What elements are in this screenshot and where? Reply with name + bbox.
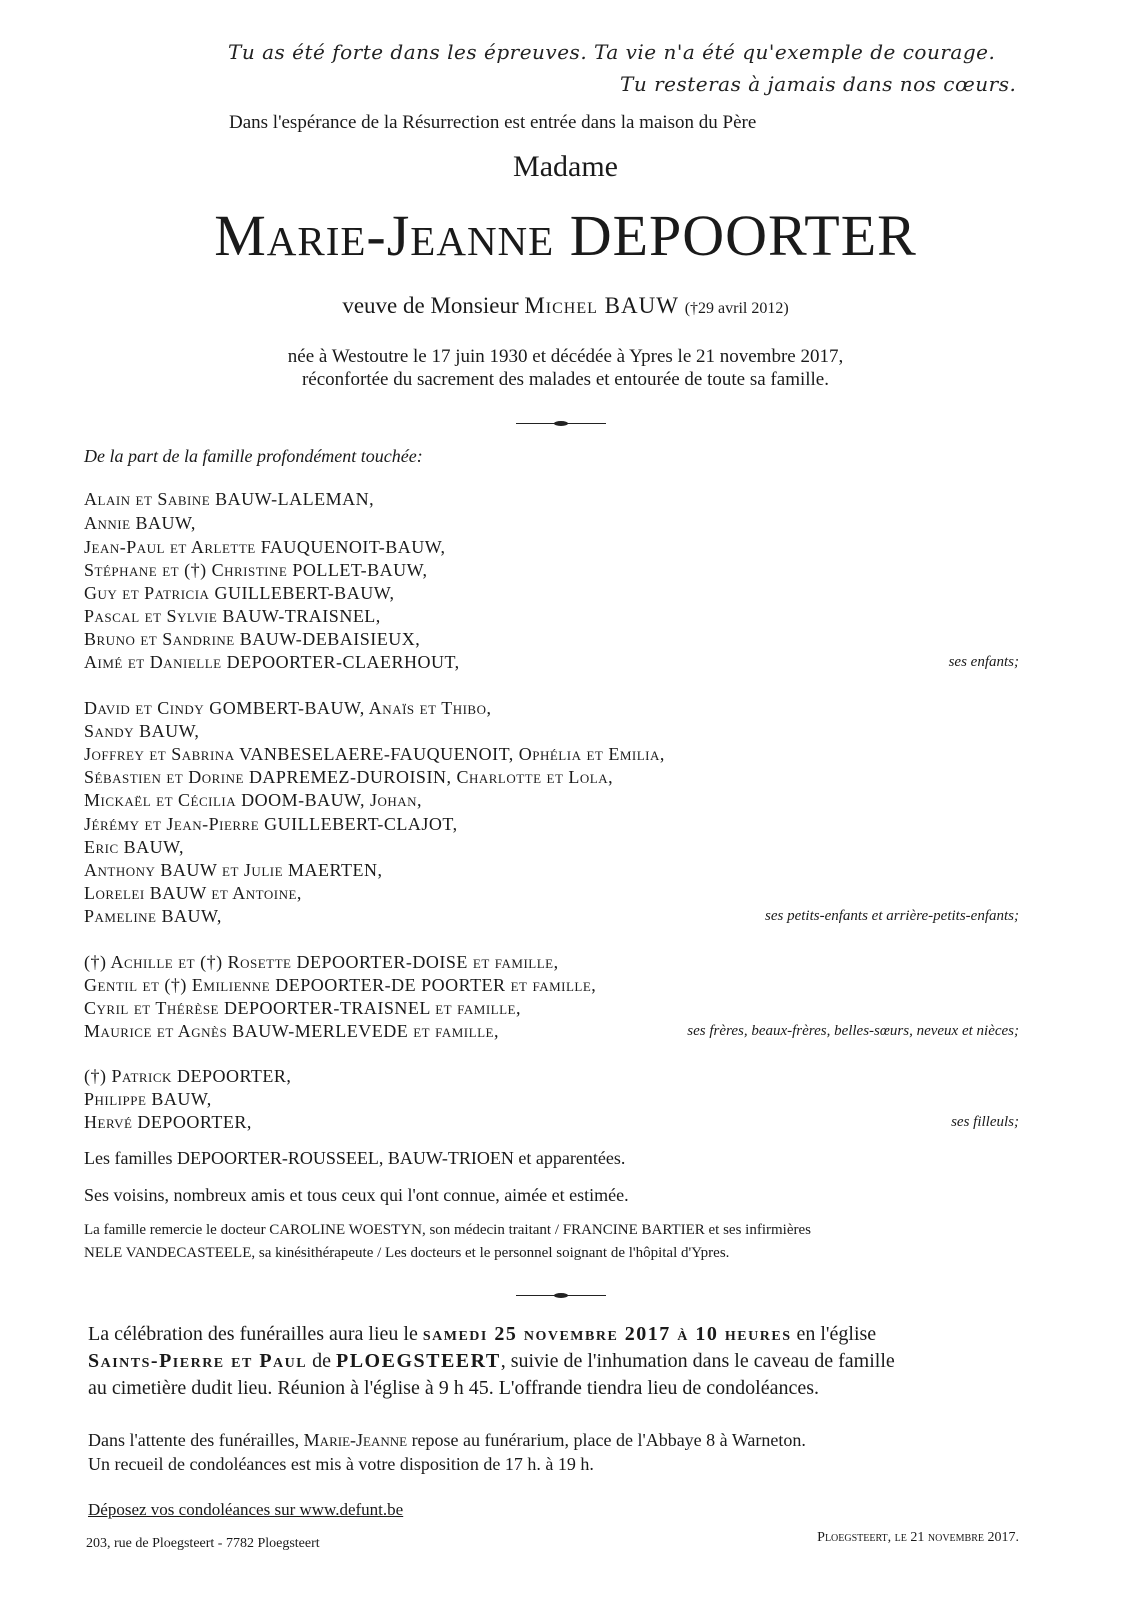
families-text: Les familles DEPOORTER-ROUSSEEL, BAUW-TRIOEN et apparentées. bbox=[84, 1148, 626, 1168]
list-item: Aimé et Danielle DEPOORTER-CLAERHOUT, bbox=[84, 652, 460, 672]
funeral-line-2 bbox=[88, 1348, 895, 1375]
funeral-text-3: de bbox=[307, 1350, 336, 1372]
list-item: Gentil et (†) Emilienne DEPOORTER-DE POORTER et famille, bbox=[84, 975, 597, 995]
widow-prefix: veuve de Monsieur bbox=[342, 293, 519, 318]
list-item: Bruno et Sandrine BAUW-DEBAISIEUX, bbox=[84, 629, 421, 649]
intro-text: Dans l'espérance de la Résurrection est entrée dans la maison du Père bbox=[229, 112, 757, 133]
widow-name: Michel BAUW bbox=[524, 293, 679, 318]
deceased-last-name: DEPOORTER bbox=[569, 203, 917, 268]
deceased-first-name: Marie-Jeanne bbox=[214, 203, 555, 268]
list-item: Pameline BAUW, bbox=[84, 906, 222, 926]
funeral-line-1 bbox=[88, 1321, 876, 1348]
condolences-link[interactable]: Déposez vos condoléances sur www.defunt.be bbox=[88, 1500, 404, 1519]
funeral-town: PLOEGSTEERT bbox=[335, 1350, 501, 1372]
relation-godchildren: ses filleuls; bbox=[951, 1114, 1019, 1130]
list-item: Joffrey et Sabrina VANBESELAERE-FAUQUENOIT, Ophélia et Emilia, bbox=[84, 744, 665, 764]
list-item: (†) Achille et (†) Rosette DEPOORTER-DOISE et famille, bbox=[84, 952, 559, 972]
family-intro: De la part de la famille profondément touchée: bbox=[84, 446, 423, 466]
title-madame: Madame bbox=[513, 150, 618, 183]
list-item: Hervé DEPOORTER, bbox=[84, 1112, 252, 1132]
funeral-church: Saints-Pierre et Paul bbox=[88, 1350, 308, 1372]
list-item: Pascal et Sylvie BAUW-TRAISNEL, bbox=[84, 606, 381, 626]
thanks-line-1: La famille remercie le docteur CAROLINE WOESTYN, son médecin traitant / FRANCINE BARTIER et ses infirmières bbox=[84, 1222, 811, 1238]
list-item: Maurice et Agnès BAUW-MERLEVEDE et famille, bbox=[84, 1021, 499, 1041]
waiting-text-1: Dans l'attente des funérailles, bbox=[88, 1430, 304, 1450]
funeral-text-1: La célébration des funérailles aura lieu le bbox=[88, 1323, 423, 1345]
list-item: David et Cindy GOMBERT-BAUW, Anaïs et Thibo, bbox=[84, 698, 492, 718]
list-item: Alain et Sabine BAUW-LALEMAN, bbox=[84, 489, 375, 509]
list-item: (†) Patrick DEPOORTER, bbox=[84, 1066, 292, 1086]
funeral-text-4: , suivie de l'inhumation dans le caveau de famille bbox=[500, 1350, 895, 1372]
list-item: Sébastien et Dorine DAPREMEZ-DUROISIN, Charlotte et Lola, bbox=[84, 767, 614, 787]
list-item: Guy et Patricia GUILLEBERT-BAUW, bbox=[84, 583, 395, 603]
list-item: Sandy BAUW, bbox=[84, 721, 200, 741]
separator-2 bbox=[516, 1295, 606, 1296]
list-item: Anthony BAUW et Julie MAERTEN, bbox=[84, 860, 383, 880]
neighbours-text: Ses voisins, nombreux amis et tous ceux qui l'ont connue, aimée et estimée. bbox=[84, 1185, 629, 1205]
thanks-line-2: NELE VANDECASTEELE, sa kinésithérapeute / Les docteurs et le personnel soignant de l'hôpital d'Ypres. bbox=[84, 1245, 730, 1261]
footer-place-date: Ploegsteert, le 21 novembre 2017. bbox=[817, 1530, 1019, 1545]
birth-line-2: réconfortée du sacrement des malades et entourée de toute sa famille. bbox=[301, 369, 829, 390]
list-item: Stéphane et (†) Christine POLLET-BAUW, bbox=[84, 560, 428, 580]
list-item: Lorelei BAUW et Antoine, bbox=[84, 883, 302, 903]
widow-line bbox=[0, 293, 1131, 319]
list-item: Jean-Paul et Arlette FAUQUENOIT-BAUW, bbox=[84, 537, 446, 557]
waiting-text-2: repose au funérarium, place de l'Abbaye 8 à Warneton. bbox=[407, 1430, 806, 1450]
relation-siblings: ses frères, beaux-frères, belles-sœurs, neveux et nièces; bbox=[687, 1023, 1019, 1039]
footer-address: 203, rue de Ploegsteert - 7782 Ploegsteert bbox=[86, 1536, 320, 1551]
funeral-line-3: au cimetière dudit lieu. Réunion à l'église à 9 h 45. L'offrande tiendra lieu de condoléances. bbox=[88, 1377, 820, 1399]
list-item: Annie BAUW, bbox=[84, 513, 196, 533]
list-item: Philippe BAUW, bbox=[84, 1089, 212, 1109]
deceased-name bbox=[0, 202, 1131, 269]
waiting-line-1 bbox=[88, 1428, 806, 1452]
relation-grandchildren: ses petits-enfants et arrière-petits-enfants; bbox=[765, 908, 1019, 924]
list-item: Cyril et Thérèse DEPOORTER-TRAISNEL et famille, bbox=[84, 998, 521, 1018]
epitaph-line-2: Tu resteras à jamais dans nos cœurs. bbox=[620, 72, 1017, 96]
waiting-name: Marie-Jeanne bbox=[303, 1430, 408, 1450]
widow-date: (†29 avril 2012) bbox=[684, 300, 789, 317]
separator-1 bbox=[516, 423, 606, 424]
epitaph-line-1: Tu as été forte dans les épreuves. Ta vie n'a été qu'exemple de courage. bbox=[228, 40, 996, 64]
funeral-text-2: en l'église bbox=[791, 1323, 877, 1345]
funeral-date: samedi 25 novembre 2017 à 10 heures bbox=[422, 1323, 792, 1345]
relation-children: ses enfants; bbox=[948, 654, 1019, 670]
list-item: Eric BAUW, bbox=[84, 837, 185, 857]
list-item: Mickaël et Cécilia DOOM-BAUW, Johan, bbox=[84, 790, 423, 810]
waiting-line-2: Un recueil de condoléances est mis à votre disposition de 17 h. à 19 h. bbox=[88, 1454, 594, 1474]
list-item: Jérémy et Jean-Pierre GUILLEBERT-CLAJOT, bbox=[84, 814, 458, 834]
birth-line-1: née à Westoutre le 17 juin 1930 et décédée à Ypres le 21 novembre 2017, bbox=[287, 346, 844, 367]
